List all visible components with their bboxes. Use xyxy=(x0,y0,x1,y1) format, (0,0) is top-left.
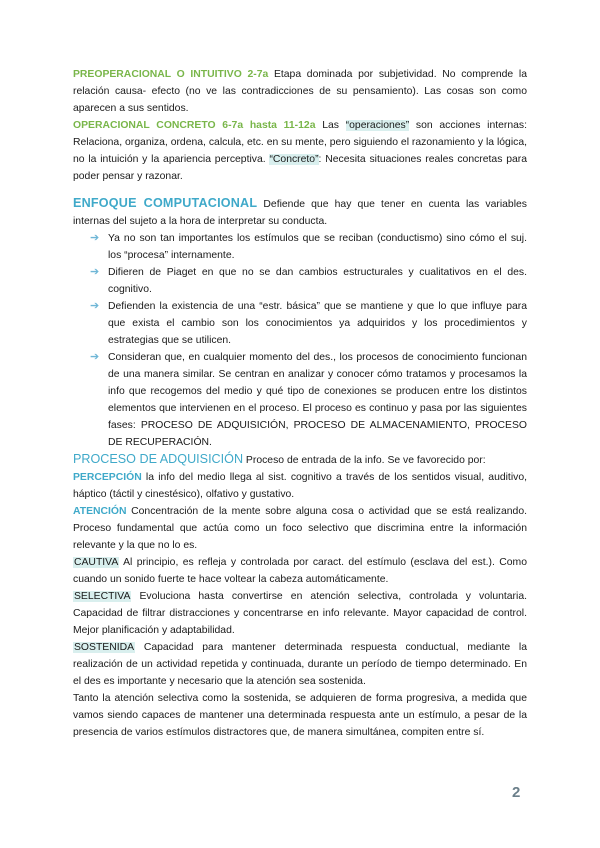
arrow-right-icon: ➔ xyxy=(90,232,100,244)
operacional-label: OPERACIONAL CONCRETO 6-7a hasta 11-12a xyxy=(73,120,316,131)
selectiva-label: SELECTIVA xyxy=(74,591,131,602)
sostenida-label: SOSTENIDA xyxy=(74,642,135,653)
percepcion-text: la info del medio llega al sist. cognitivo a través de los sentidos visual, auditivo, háptico (táctil y cinestésico), olfativo y gustativo. xyxy=(73,472,527,500)
preoperacional-label: PREOPERACIONAL O INTUITIVO 2-7a xyxy=(73,69,269,80)
document-page xyxy=(73,66,527,741)
percepcion-paragraph xyxy=(73,469,527,503)
bullet-text: Ya no son tan importantes los estímulos que se reciban (conductismo) sino cómo el suj. los “procesa” internamente. xyxy=(108,233,527,261)
operacional-text-c: : Necesita situaciones reales concretas para poder pensar y razonar. xyxy=(73,154,527,182)
list-item xyxy=(73,230,527,264)
cautiva-paragraph xyxy=(73,554,527,588)
preoperacional-text: Etapa dominada por subjetividad. No comprende la relación causa- efecto (no ve las contradicciones de su pensamiento). Las cosas son como aparecen a sus sentidos. xyxy=(73,69,527,114)
closing-paragraph: Tanto la atención selectiva como la sostenida, se adquieren de forma progresiva, a medida que vamos siendo capaces de mantener una determinada respuesta ante un estímulo, a pesar de la presencia de varios estímulos distractores que, de manera simultánea, compiten entre sí. xyxy=(73,693,527,738)
operacional-paragraph xyxy=(73,117,527,185)
operacional-text-a: Las xyxy=(315,120,346,131)
arrow-right-icon: ➔ xyxy=(90,351,100,363)
adquisicion-title: PROCESO DE ADQUISICIÓN xyxy=(73,452,244,466)
percepcion-label: PERCEPCIÓN xyxy=(73,472,142,483)
selectiva-paragraph xyxy=(73,588,527,639)
adquisicion-intro: Proceso de entrada de la info. Se ve favorecido por: xyxy=(243,455,486,466)
cautiva-text: Al principio, es refleja y controlada por caract. del estímulo (esclava del est.). Como cuando un sonido fuerte te hace voltear la cabeza automáticamente. xyxy=(73,557,527,585)
enfoque-paragraph xyxy=(73,195,527,230)
enfoque-bullet-list xyxy=(73,230,527,451)
arrow-right-icon: ➔ xyxy=(90,300,100,312)
preoperacional-paragraph xyxy=(73,66,527,117)
atencion-text: Concentración de la mente sobre alguna cosa o actividad que se está realizando. Proceso fundamental que actúa como un foco selectivo que discrimina entre la información relevante y la que no lo es. xyxy=(73,506,527,551)
atencion-paragraph xyxy=(73,503,527,554)
list-item xyxy=(73,298,527,349)
operacional-text-b: son acciones internas: Relaciona, organiza, ordena, calcula, etc. en su mente, pero siguiendo el razonamiento y la lógica, no la intuición y la apariencia perceptiva. xyxy=(73,120,527,165)
adquisicion-paragraph xyxy=(73,451,527,469)
enfoque-title: ENFOQUE COMPUTACIONAL xyxy=(73,196,258,210)
page-number: 2 xyxy=(512,784,521,801)
bullet-text: Defienden la existencia de una “estr. básica” que se mantiene y que lo que influye para que exista el cambio son los conocimientos ya adquiridos y los procedimientos y estrategias que se utilicen. xyxy=(108,301,527,346)
list-item xyxy=(73,349,527,451)
concreto-highlight: “Concreto” xyxy=(269,154,319,165)
atencion-label: ATENCIÓN xyxy=(73,506,127,517)
bullet-text: Difieren de Piaget en que no se dan cambios estructurales y cualitativos en el des. cognitivo. xyxy=(108,267,527,295)
enfoque-intro: Defiende que hay que tener en cuenta las variables internas del sujeto a la hora de interpretar su conducta. xyxy=(73,199,527,227)
bullet-text: Consideran que, en cualquier momento del des., los procesos de conocimiento funcionan de una manera similar. Se centran en analizar y conocer cómo tratamos y procesamos la info que recogemos del medio y qué tipo de conexiones se producen entre los distintos elementos que intervienen en el proceso. El proceso es continuo y pasa por las siguientes fases: PROCESO DE ADQUISICIÓN, PROCESO DE ALMACENAMIENTO, PROCESO DE RECUPERACIÓN. xyxy=(108,352,527,448)
operaciones-highlight: “operaciones” xyxy=(345,120,410,131)
selectiva-text: Evoluciona hasta convertirse en atención selectiva, controlada y voluntaria. Capacidad de filtrar distracciones y concentrarse en info relevante. Mayor capacidad de control. Mejor planificación y adaptabilidad. xyxy=(73,591,527,636)
sostenida-text: Capacidad para mantener determinada respuesta conductual, mediante la realización de un actividad repetida y continuada, durante un período de tiempo determinado. En el des es importante y necesario que la atención sea sostenida. xyxy=(73,642,527,687)
list-item xyxy=(73,264,527,298)
cautiva-label: CAUTIVA xyxy=(74,557,119,568)
arrow-right-icon: ➔ xyxy=(90,266,100,278)
sostenida-paragraph xyxy=(73,639,527,690)
